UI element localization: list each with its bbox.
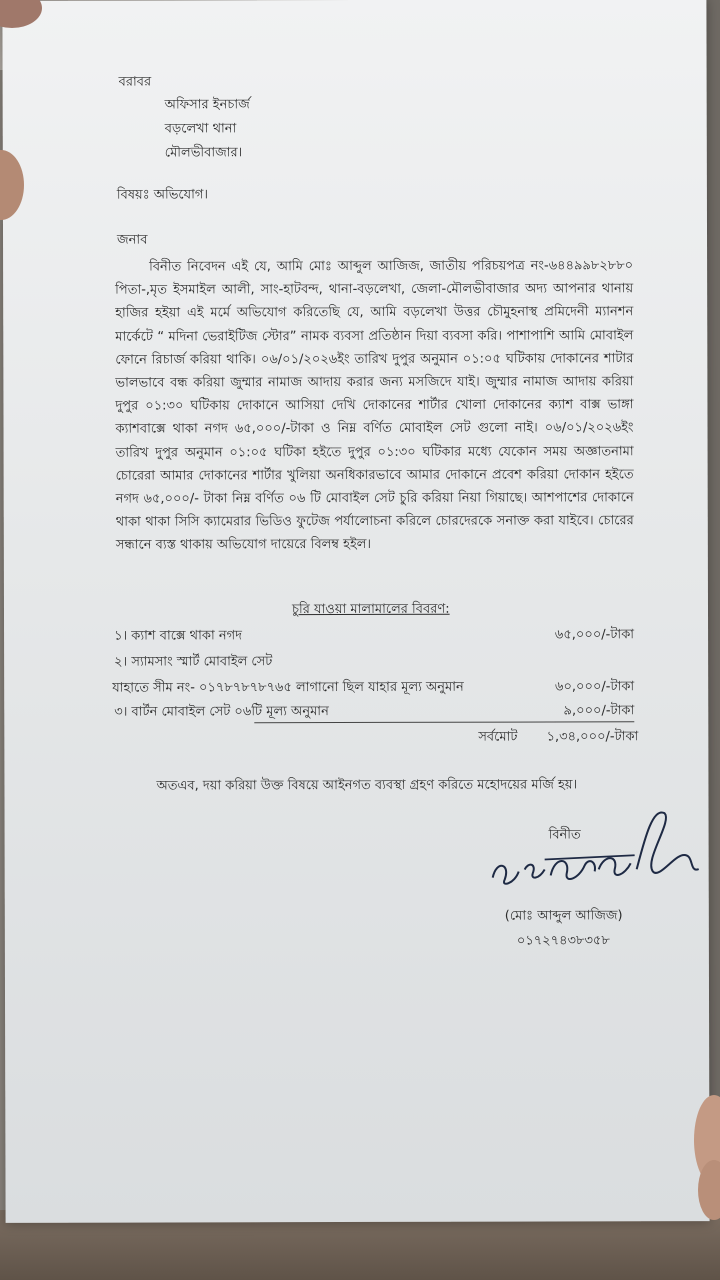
item-2-description: ২। স্যামসাং স্মার্ট মোবাইল সেট xyxy=(114,654,273,670)
letter-sheet xyxy=(2,0,709,1223)
item-3-description: ৩। বার্টন মোবাইল সেট ০৬টি মূল্য অনুমান xyxy=(114,704,329,720)
letter-body: বিনীত নিবেদন এই যে, আমি মোঃ আব্দুল আজিজ, জাতীয় পরিচয়পত্র নং-৬৪৪৯৯৮২৮৮০ পিতা-,মৃত ইসমাইল আলী, সাং-হাটবন্দ, থানা-বড়লেখা, জেলা-মৌলভীবাজার অদ্য আপনার থানায় হাজির হইয়া এই মর্মে অভিযোগ করিতেছি যে, আমি বড়লেখা উত্তর চৌমুহনাস্থ প্রমিদেনী ম্যানশন মার্কেটে “ মদিনা ভেরাইটিজ স্টোর” নামক ব্যবসা প্রতিষ্ঠান দিয়া ব্যবসা করি। পাশাপাশি আমি মোবাইল ফোনে রিচার্জ করিয়া থাকি। ০৬/০১/২০২৬ইং তারিখ দুপুর অনুমান ০১:০৫ ঘটিকায় দোকানের শাটার ভালভাবে বন্ধ করিয়া জুম্মার নামাজ আদায় করার জন্য মসজিদে যাই। জুম্মার নামাজ আদায় করিয়া দুপুর ০১:৩০ ঘটিকায় দোকানে আসিয়া দেখি দোকানের শার্টার খোলা দোকানের ক্যাশ বাক্স ভাঙ্গা ক্যাশবাক্সে থাকা নগদ ৬৫,০০০/-টাকা ও নিম্ন বর্ণিত মোবাইল সেট গুলো নাই। ০৬/০১/২০২৬ইং তারিখ দুপুর অনুমান ০১:০৫ ঘটিকা হইতে দুপুর ০১:৩০ ঘটিকার মধ্যে যেকোন সময় অজ্ঞাতনামা চোরেরা আমার দোকানের শার্টার খুলিয়া অনধিকারভাবে আমার দোকানে প্রবেশ করিয়া দোকান হইতে নগদ ৬৫,০০০/- টাকা নিম্ন বর্ণিত ০৬ টি মোবাইল সেট চুরি করিয়া নিয়া গিয়াছে। আশপাশের দোকানে থাকা থাকা সিসি ক্যামেরার ভিডিও ফুটেজ পর্যালোচনা করিলে চোরদেরকে সনাক্ত করা যাইবে। চোরের সন্ধানে ব্যস্ত থাকায় অভিযোগ দায়েরে বিলম্ব হইল। xyxy=(115,258,634,554)
sign-off: বিনীত xyxy=(548,827,581,843)
handwritten-signature xyxy=(474,799,714,910)
stolen-items-title: চুরি যাওয়া মালামালের বিবরণ: xyxy=(291,601,450,618)
item-3-amount: ৯,০০০/-টাকা xyxy=(563,703,635,719)
salutation: জনাব xyxy=(117,232,148,248)
recipient-label: বরাবর xyxy=(118,74,152,90)
recipient-line-2: বড়লেখা থানা xyxy=(164,121,237,137)
recipient-line-1: অফিসার ইনচার্জ xyxy=(164,97,250,113)
signer-name: (মোঃ আব্দুল আজিজ) xyxy=(504,908,623,924)
item-1-amount: ৬৫,০০০/-টাকা xyxy=(554,627,635,643)
item-1-description: ১। ক্যাশ বাক্সে থাকা নগদ xyxy=(114,628,242,644)
signer-phone: ০১৭২৭৪৩৮৩৫৮ xyxy=(516,933,610,949)
item-2-amount: ৬০,০০০/-টাকা xyxy=(554,679,635,695)
total-divider xyxy=(254,721,634,723)
closing-request: অতএব, দয়া করিয়া উক্ত বিষয়ে আইনগত ব্যবস্থা গ্রহণ করিতে মহোদয়ের মর্জি হয়। xyxy=(156,777,578,794)
total-amount: ১,৩৪,০০০/-টাকা xyxy=(546,729,639,745)
item-2-detail: যাহাতে সীম নং- ০১৭৮৭৮৭৮৭৬৫ লাগানো ছিল যাহার মূল্য অনুমান xyxy=(112,679,464,696)
signature-scribble xyxy=(474,799,714,910)
recipient-line-3: মৌলভীবাজার। xyxy=(164,145,243,161)
subject-line: বিষয়ঃ অভিযোগ। xyxy=(116,187,209,203)
total-label: সর্বমোট xyxy=(478,729,518,745)
